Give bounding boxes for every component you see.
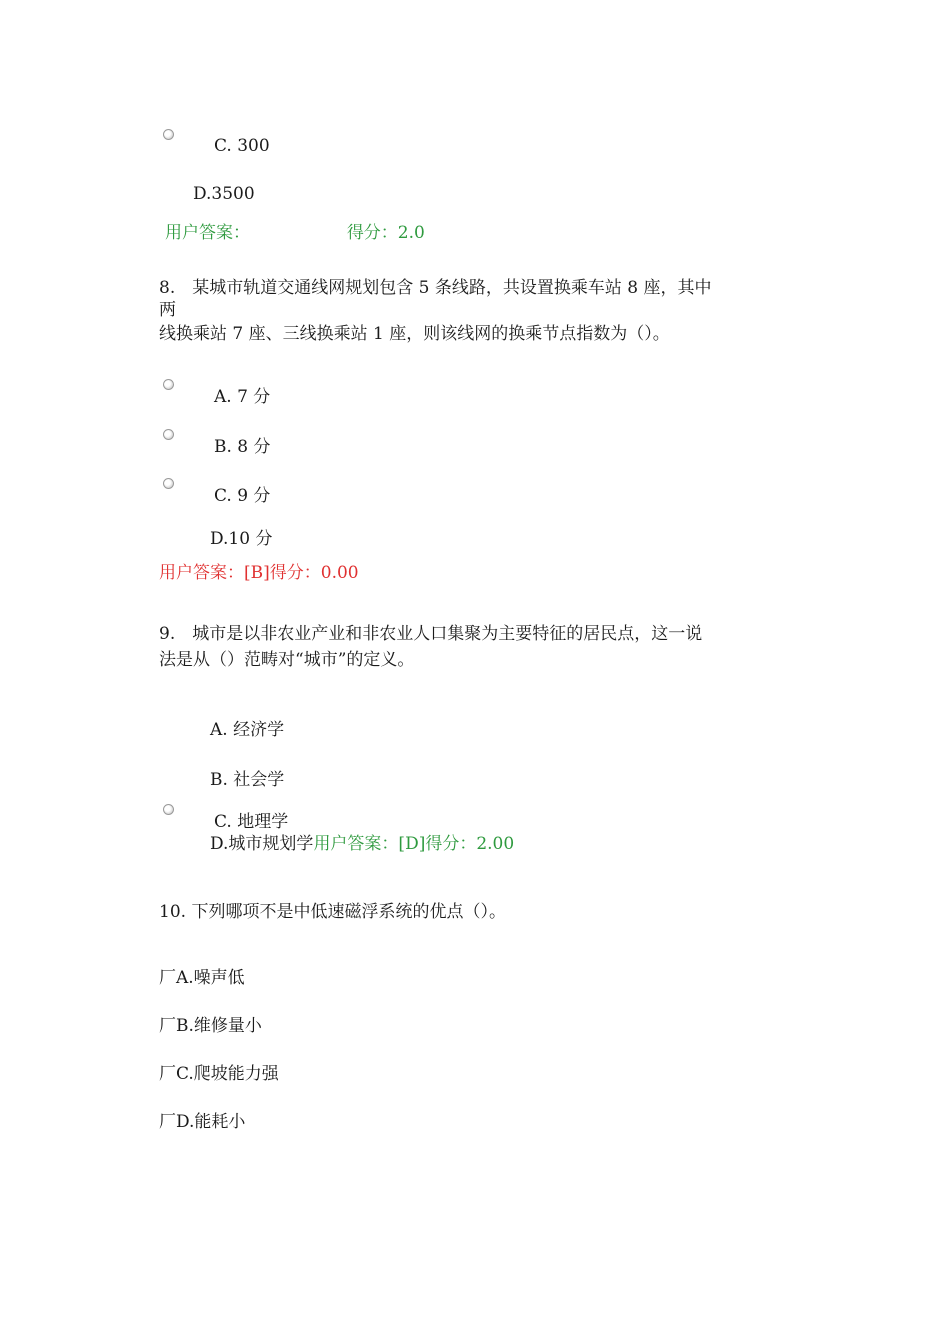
q7-option-d-label: D.3500 [193,184,255,204]
q10-stem: 10. 下列哪项不是中低速磁浮系统的优点（）。 [159,902,506,922]
q8-stem-line3: 线换乘站 7 座、三线换乘站 1 座，则该线网的换乘节点指数为（）。 [159,324,670,344]
q9-stem-line1: 9. 城市是以非农业产业和非农业人口集聚为主要特征的居民点，这一说 [159,624,703,644]
q10-option-a[interactable]: 厂A.噪声低 [159,968,245,988]
q9-option-d-row [210,829,514,854]
q8-stem-line1: 8. 某城市轨道交通线网规划包含 5 条线路，共设置换乘车站 8 座，其中 [159,278,712,298]
q8-option-a-label: A. 7 分 [214,387,271,407]
q9-option-d-label: D.城市规划学 [210,834,314,854]
q8-option-b-label: B. 8 分 [214,437,271,457]
q7-user-answer-label: 用户答案： [165,223,250,243]
q8-option-a-radio[interactable] [163,379,174,390]
q7-score-label: 得分：2.0 [346,223,425,243]
q9-option-b-label: B. 社会学 [210,770,285,790]
q7-result [165,218,465,243]
q9-result: 用户答案：[D]得分：2.00 [313,834,515,854]
q9-option-c-label: C. 地理学 [214,812,289,832]
q9-stem-line2: 法是从（）范畴对“城市”的定义。 [159,650,415,670]
q10-option-b[interactable]: 厂B.维修量小 [159,1016,262,1036]
q10-option-c[interactable]: 厂C.爬坡能力强 [159,1064,279,1084]
q7-option-c-radio[interactable] [163,129,174,140]
q7-option-c-label: C. 300 [214,136,270,156]
q10-option-d[interactable]: 厂D.能耗小 [159,1112,246,1132]
q8-option-c-radio[interactable] [163,478,174,489]
q8-option-c-label: C. 9 分 [214,486,271,506]
q8-option-d-label: D.10 分 [210,529,273,549]
q8-stem-line2: 两 [159,300,176,320]
q8-option-b-radio[interactable] [163,429,174,440]
q9-option-c-radio[interactable] [163,804,174,815]
q8-result: 用户答案：[B]得分：0.00 [159,563,359,583]
q9-option-a-label: A. 经济学 [210,720,285,740]
